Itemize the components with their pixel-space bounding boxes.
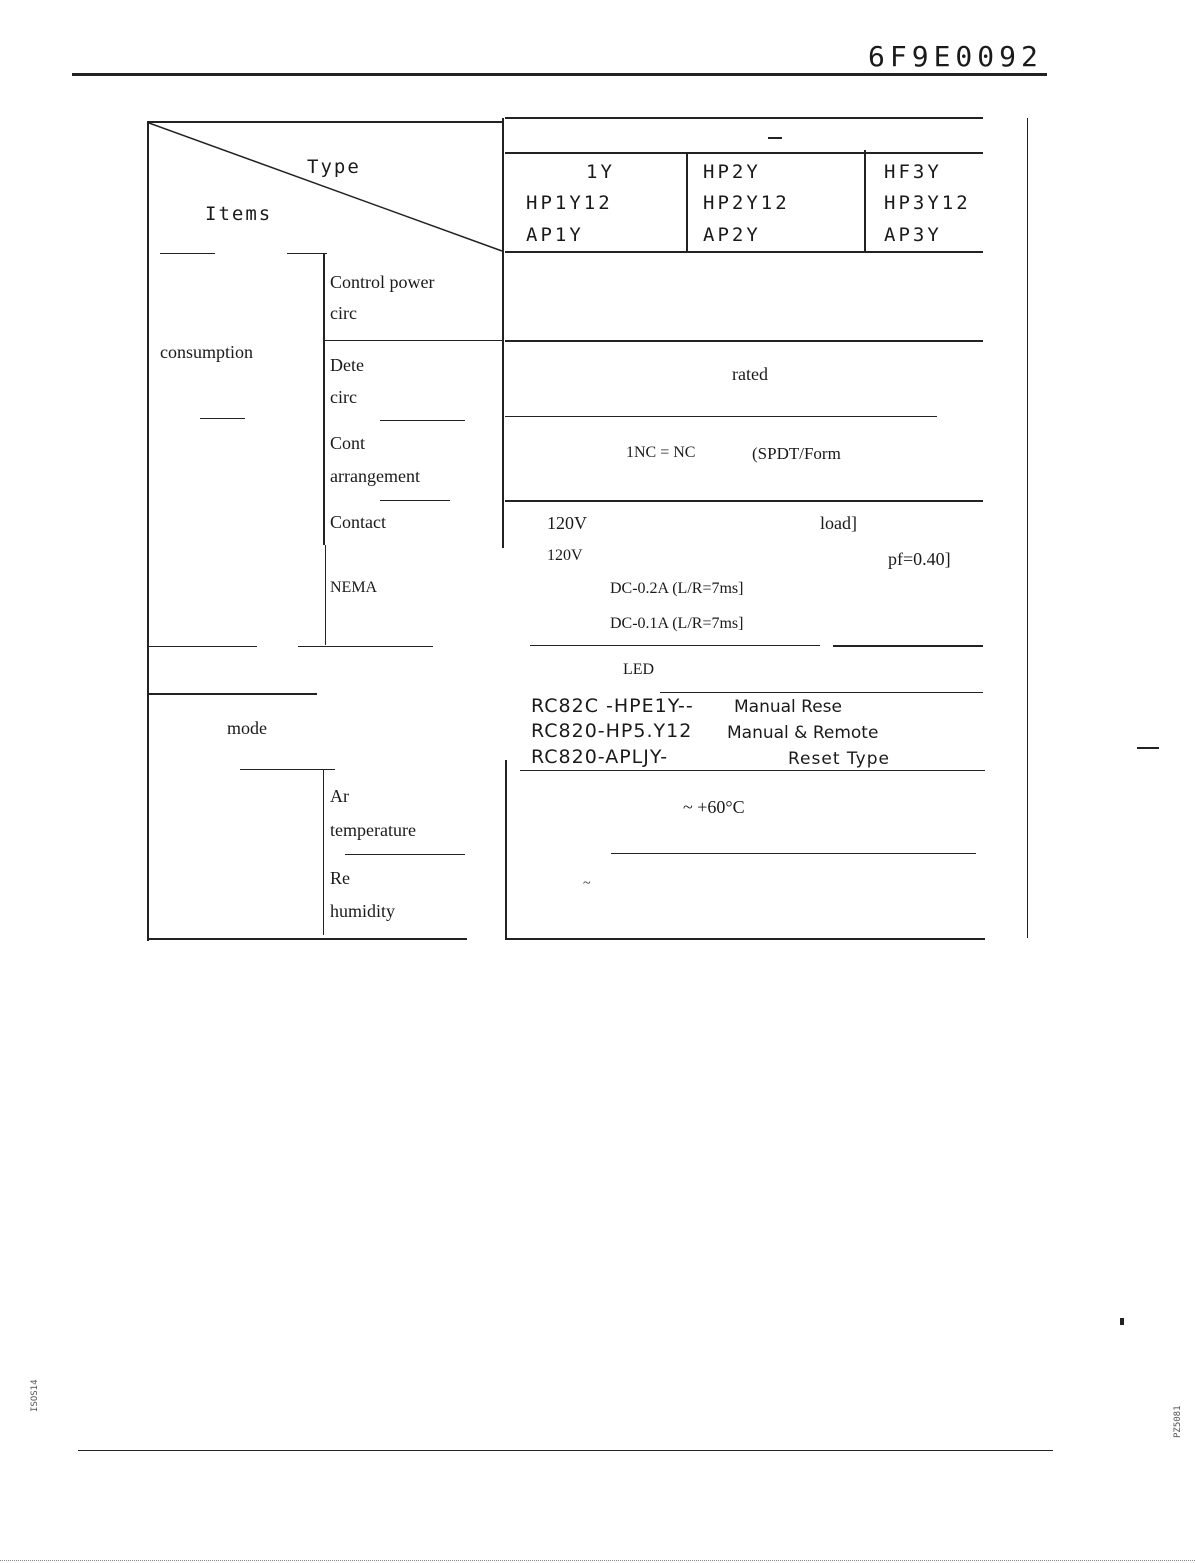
mode-line-1-b: Manual Rese bbox=[734, 697, 843, 717]
mode-line-2-a: RC820-HP5.Y12 bbox=[531, 720, 693, 742]
type-col-2-line-1: HP2Y bbox=[703, 161, 761, 183]
corner-type-label: Type bbox=[307, 156, 361, 178]
control-power-label-1: Control power bbox=[330, 272, 435, 292]
type-col-3-line-1: HF3Y bbox=[884, 161, 942, 183]
detection-label-1: Dete bbox=[330, 355, 364, 375]
type-row-top bbox=[505, 152, 983, 154]
type-col-sep-2 bbox=[864, 150, 866, 252]
mode-line-3-a: RC820-APLJY- bbox=[531, 746, 669, 768]
contact-label: Contact bbox=[330, 512, 386, 532]
row-sep-control bbox=[325, 340, 502, 341]
row-sep-arr bbox=[380, 500, 450, 501]
corner-diagonal bbox=[147, 121, 507, 253]
type-col-3-line-2: HP3Y12 bbox=[884, 192, 971, 214]
left-sep-1b bbox=[287, 253, 327, 254]
r-sep-nema-a bbox=[530, 645, 820, 646]
mode-label: mode bbox=[227, 718, 267, 738]
footer-rule bbox=[78, 1450, 1053, 1451]
mode-line-2-b: Manual & Remote bbox=[727, 723, 879, 743]
right-header-mark bbox=[768, 137, 782, 139]
r-sep-led bbox=[660, 692, 983, 693]
margin-dash bbox=[1137, 747, 1159, 749]
r-sep-mode bbox=[520, 770, 985, 771]
humidity-value: ~ bbox=[583, 876, 591, 891]
left-sep-1a bbox=[160, 253, 215, 254]
detection-value: rated bbox=[732, 364, 768, 384]
row-sep-amb bbox=[345, 854, 465, 855]
table-bottom-left bbox=[147, 938, 467, 940]
type-col-2-line-2: HP2Y12 bbox=[703, 192, 790, 214]
ambient-value: ~ +60°C bbox=[683, 797, 745, 817]
margin-dot bbox=[1120, 1318, 1124, 1325]
type-col-2-line-3: AP2Y bbox=[703, 224, 761, 246]
ambient-label-1: Ar bbox=[330, 786, 349, 806]
nema-line-4: DC-0.1A (L/R=7ms] bbox=[610, 615, 744, 632]
row-sep-nema-a bbox=[147, 646, 257, 647]
bottom-dotted-edge bbox=[0, 1560, 1195, 1561]
table-middle-border-lower bbox=[505, 760, 507, 940]
row-sep-led bbox=[147, 693, 317, 695]
type-col-sep-1 bbox=[686, 152, 688, 252]
table-bottom-right bbox=[505, 938, 985, 940]
led-value: LED bbox=[623, 661, 655, 678]
subcol-vert-2 bbox=[325, 545, 326, 645]
header-rule bbox=[72, 73, 1047, 76]
nema-label: NEMA bbox=[330, 579, 378, 596]
control-power-label-2: circ bbox=[330, 303, 357, 323]
type-row-bottom bbox=[505, 251, 983, 253]
contact-arrangement-value-b: (SPDT/Form bbox=[752, 444, 841, 463]
table-right-edge bbox=[1027, 118, 1028, 938]
contact-arrangement-value-a: 1NC = NC bbox=[626, 444, 696, 461]
ambient-label-2: temperature bbox=[330, 820, 416, 840]
nema-line-1-a: 120V bbox=[547, 513, 587, 533]
humidity-label-1: Re bbox=[330, 868, 350, 888]
subcol-vert-1 bbox=[323, 253, 325, 545]
nema-line-1-b: load] bbox=[820, 513, 857, 533]
consumption-group-label: consumption bbox=[160, 342, 253, 362]
contact-arrangement-label-1: Cont bbox=[330, 433, 366, 453]
row-sep-nema-b bbox=[298, 646, 433, 647]
nema-line-3: DC-0.2A (L/R=7ms] bbox=[610, 580, 744, 597]
humidity-label-2: humidity bbox=[330, 901, 396, 921]
type-col-1-line-1: 1Y bbox=[586, 161, 615, 183]
mode-line-3-b: Reset Type bbox=[788, 749, 890, 769]
document-number: 6F9E0092 bbox=[868, 40, 1043, 73]
corner-items-label: Items bbox=[205, 203, 273, 225]
r-sep-amb bbox=[611, 853, 976, 854]
r-sep-arr bbox=[505, 500, 983, 502]
nema-line-2-a: 120V bbox=[547, 547, 583, 564]
type-col-1-line-3: AP1Y bbox=[526, 224, 584, 246]
type-col-1-line-2: HP1Y12 bbox=[526, 192, 613, 214]
right-margin-code: PZ5081 bbox=[1173, 1405, 1183, 1438]
type-col-3-line-3: AP3Y bbox=[884, 224, 942, 246]
nema-line-2-b: pf=0.40] bbox=[888, 549, 951, 569]
subcol-vert-3 bbox=[323, 770, 324, 935]
r-sep-nema-b bbox=[833, 645, 983, 647]
row-sep-mode bbox=[240, 769, 335, 770]
contact-arrangement-label-2: arrangement bbox=[330, 466, 420, 486]
r-sep-detection bbox=[505, 416, 937, 417]
left-margin-code: ISOS14 bbox=[30, 1379, 40, 1412]
mode-line-1-a: RC82C -HPE1Y-- bbox=[531, 695, 694, 717]
right-top-rule bbox=[505, 117, 983, 119]
row-sep-detection-b bbox=[380, 420, 465, 421]
row-sep-detection-a bbox=[200, 418, 245, 419]
detection-label-2: circ bbox=[330, 387, 357, 407]
r-sep-control bbox=[505, 340, 983, 342]
